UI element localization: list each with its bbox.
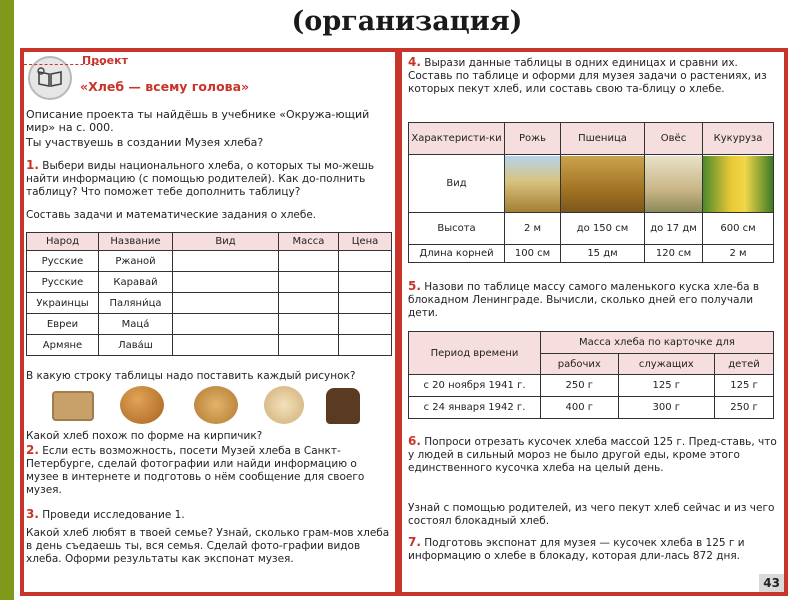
cell: Паляни́ца <box>99 293 173 314</box>
task-6-number: 6. <box>408 434 421 448</box>
cell: 300 г <box>618 397 714 419</box>
cell: Русские <box>27 251 99 272</box>
matzo-image <box>52 391 94 421</box>
page-title: (организация) <box>291 6 523 37</box>
bread-table <box>26 232 392 356</box>
col-header: Рожь <box>505 123 561 155</box>
task-5-number: 5. <box>408 279 421 293</box>
cell: 2 м <box>505 213 561 245</box>
right-panel <box>402 52 784 592</box>
brick-question: Какой хлеб похож по форме на кирпичик? <box>26 430 263 442</box>
cell: Русские <box>27 272 99 293</box>
task-7 <box>408 536 748 563</box>
cell: 100 см <box>505 245 561 263</box>
table-row <box>27 293 392 314</box>
rye-image <box>505 156 560 212</box>
col-header: Цена <box>339 233 392 251</box>
task-2 <box>26 444 392 497</box>
left-panel <box>24 52 395 592</box>
which-row-question: В какую строку таблицы надо поставить каждый рисунок? <box>26 370 356 382</box>
cell: Лава́ш <box>99 335 173 356</box>
col-header: детей <box>715 354 774 375</box>
table-row <box>409 397 774 419</box>
cell: Каравай <box>99 272 173 293</box>
make-tasks-text: Составь задачи и математические задания о хлебе. <box>26 209 317 221</box>
project-description: Описание проекта ты найдёшь в учебнике «Окружа-ющий мир» на с. 000. <box>26 108 370 134</box>
plants-table <box>408 122 774 263</box>
cell: 125 г <box>715 375 774 397</box>
col-header: рабочих <box>541 354 619 375</box>
ration-table <box>408 331 774 419</box>
left-accent-bar <box>0 0 14 600</box>
book-icon <box>28 56 72 100</box>
col-header: Пшеница <box>561 123 645 155</box>
project-label: Проект <box>82 54 128 67</box>
table-row <box>27 272 392 293</box>
corn-image <box>703 156 773 212</box>
cell: Вид <box>409 155 505 213</box>
cell: Высота <box>409 213 505 245</box>
col-header: Кукуруза <box>703 123 774 155</box>
karavai-image <box>120 386 164 424</box>
table-row <box>409 245 774 263</box>
task-1-text: Выбери виды национального хлеба, о которых ты мо-жешь найти информацию (с помощью родителей). Как до-полнить таблицу? Что поможет тебе дополнить таблицу? <box>26 160 375 198</box>
cell: Длина корней <box>409 245 505 263</box>
task-1 <box>26 159 392 199</box>
task-5 <box>408 280 778 320</box>
rye-bread-image <box>326 388 360 424</box>
find-out-text: Узнай с помощью родителей, из чего пекут хлеб сейчас и из чего состоял блокадный хлеб. <box>408 502 775 527</box>
cell: 120 см <box>645 245 703 263</box>
table-row <box>27 335 392 356</box>
cell: Ржаной <box>99 251 173 272</box>
col-header: Овёс <box>645 123 703 155</box>
cell: до 150 см <box>561 213 645 245</box>
col-header: Вид <box>173 233 279 251</box>
table-row <box>27 251 392 272</box>
cell: 250 г <box>541 375 619 397</box>
cell: 250 г <box>715 397 774 419</box>
cell: Армяне <box>27 335 99 356</box>
lavash-image <box>264 386 304 424</box>
task-7-text: Подготовь экспонат для музея — кусочек хлеба в 125 г и информацию о хлебе в блокаду, которая дли-лась 872 дня. <box>408 537 745 562</box>
col-header: Период времени <box>409 332 541 375</box>
table-row <box>409 213 774 245</box>
col-header: Характеристи-ки <box>409 123 505 155</box>
col-header: Народ <box>27 233 99 251</box>
task-6 <box>408 435 778 475</box>
col-header: Масса хлеба по карточке для <box>541 332 774 354</box>
cell: с 24 января 1942 г. <box>409 397 541 419</box>
cell: 2 м <box>703 245 774 263</box>
oats-image <box>645 156 702 212</box>
page-number: 43 <box>759 574 784 592</box>
task-3-text: Проведи исследование 1. <box>42 509 185 521</box>
col-header: Название <box>99 233 173 251</box>
col-header: Масса <box>279 233 339 251</box>
cell: 15 дм <box>561 245 645 263</box>
task-7-number: 7. <box>408 535 421 549</box>
task-1-number: 1. <box>26 158 39 172</box>
task-2-number: 2. <box>26 443 39 457</box>
task-6-text: Попроси отрезать кусочек хлеба массой 125 г. Пред-ставь, что у людей в сильный мороз не было другой еды, кроме этого единственного кусочка хлеба на целый день. <box>408 436 777 474</box>
task-3-number: 3. <box>26 507 39 521</box>
cell: 125 г <box>618 375 714 397</box>
task-3 <box>26 508 392 522</box>
cell: до 17 дм <box>645 213 703 245</box>
task-5-text: Назови по таблице массу самого маленького куска хле-ба в блокадном Ленинграде. Вычисли, сколько дней его получали дети. <box>408 281 760 319</box>
table-row <box>409 155 774 213</box>
cell: Евреи <box>27 314 99 335</box>
task-4 <box>408 56 778 96</box>
palianytsia-image <box>194 386 238 424</box>
museum-question: Ты участвуешь в создании Музея хлеба? <box>26 136 264 149</box>
wheat-image <box>561 156 644 212</box>
table-row <box>27 314 392 335</box>
task-4-number: 4. <box>408 55 421 69</box>
cell: с 20 ноября 1941 г. <box>409 375 541 397</box>
project-title: «Хлеб — всему голова» <box>80 79 250 94</box>
cell: Маца́ <box>99 314 173 335</box>
cell: 600 см <box>703 213 774 245</box>
family-text: Какой хлеб любят в твоей семье? Узнай, сколько грам-мов хлеба в день съедаешь ты, вся семья. Сделай фото-графии видов хлеба. Оформи результаты как экспонат музея. <box>26 527 390 565</box>
col-header: служащих <box>618 354 714 375</box>
task-4-text: Вырази данные таблицы в одних единицах и сравни их. Составь по таблице и оформи для музея задачи о растениях, из которых пекут хлеб, или составь свою та-блицу о хлебе. <box>408 57 767 95</box>
table-row <box>409 375 774 397</box>
cell: 400 г <box>541 397 619 419</box>
cell: Украинцы <box>27 293 99 314</box>
task-2-text: Если есть возможность, посети Музей хлеба в Санкт-Петербурге, сделай фотографии или найди информацию о музее в интернете и подготовь о нём сообщение для своего музея. <box>26 445 365 496</box>
